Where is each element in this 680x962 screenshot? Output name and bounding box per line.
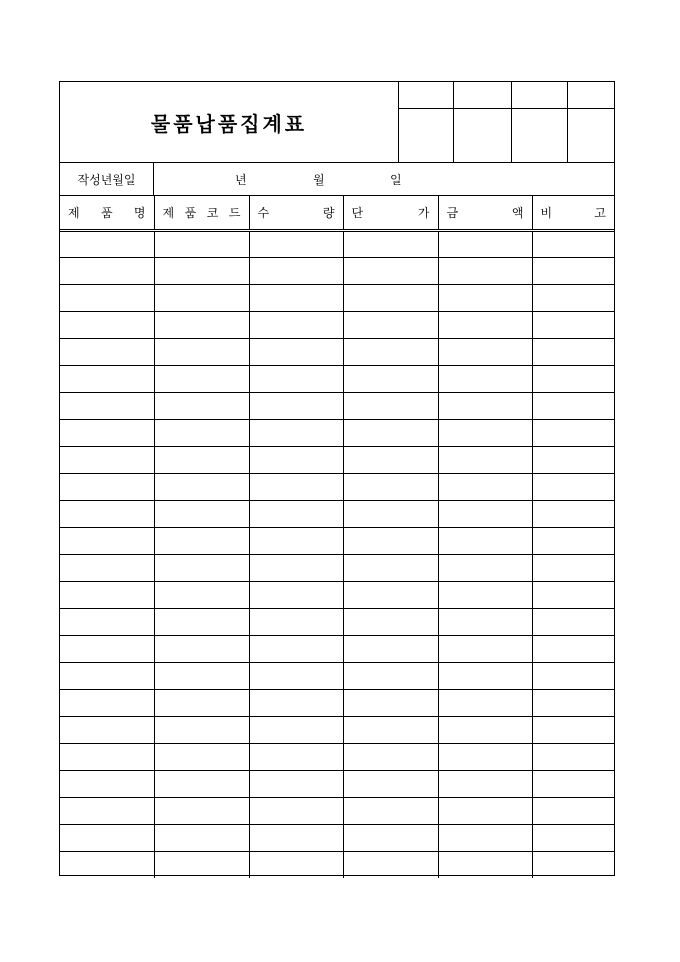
- table-cell[interactable]: [343, 419, 438, 446]
- table-cell[interactable]: [60, 527, 154, 554]
- table-cell[interactable]: [154, 851, 249, 878]
- table-cell[interactable]: [154, 716, 249, 743]
- column-header-char: 명: [133, 205, 146, 220]
- table-cell[interactable]: [154, 689, 249, 716]
- approval-column: [399, 82, 454, 162]
- table-cell[interactable]: [532, 770, 614, 797]
- title-area: [60, 82, 398, 162]
- approval-sign-area[interactable]: [454, 109, 512, 162]
- table-cell[interactable]: [343, 473, 438, 500]
- table-cell[interactable]: [438, 338, 532, 365]
- table-cell[interactable]: [249, 338, 343, 365]
- table-cell[interactable]: [249, 608, 343, 635]
- table-cell[interactable]: [438, 554, 532, 581]
- table-cell[interactable]: [154, 257, 249, 284]
- table-cell[interactable]: [343, 500, 438, 527]
- table-cell[interactable]: [60, 554, 154, 581]
- table-cell[interactable]: [60, 311, 154, 338]
- table-cell[interactable]: [249, 824, 343, 851]
- table-cell[interactable]: [343, 230, 438, 257]
- day-label: 일: [390, 172, 402, 187]
- table-cell[interactable]: [532, 662, 614, 689]
- table-cell[interactable]: [438, 635, 532, 662]
- item-table: [60, 196, 614, 878]
- table-cell[interactable]: [343, 662, 438, 689]
- table-cell[interactable]: [532, 338, 614, 365]
- table-cell[interactable]: [438, 365, 532, 392]
- table-cell[interactable]: [249, 797, 343, 824]
- table-row: [60, 851, 614, 878]
- table-cell[interactable]: [249, 257, 343, 284]
- table-cell[interactable]: [343, 743, 438, 770]
- table-row: [60, 797, 614, 824]
- approval-label: [568, 82, 614, 109]
- table-cell[interactable]: [532, 527, 614, 554]
- table-cell[interactable]: [60, 770, 154, 797]
- table-cell[interactable]: [438, 662, 532, 689]
- table-cell[interactable]: [249, 527, 343, 554]
- column-header-char: 제: [68, 205, 80, 220]
- table-row: [60, 689, 614, 716]
- table-cell[interactable]: [438, 446, 532, 473]
- table-cell[interactable]: [343, 851, 438, 878]
- table-cell[interactable]: [438, 797, 532, 824]
- table-cell[interactable]: [438, 311, 532, 338]
- column-header-char: 코: [206, 205, 219, 220]
- table-cell[interactable]: [60, 392, 154, 419]
- table-cell[interactable]: [249, 446, 343, 473]
- column-header: [438, 196, 532, 230]
- table-cell[interactable]: [249, 716, 343, 743]
- table-cell[interactable]: [60, 500, 154, 527]
- column-header-label: [344, 204, 438, 221]
- table-cell[interactable]: [154, 311, 249, 338]
- table-cell[interactable]: [249, 311, 343, 338]
- table-cell[interactable]: [249, 392, 343, 419]
- month-label: 월: [313, 172, 325, 187]
- table-cell[interactable]: [154, 608, 249, 635]
- delivery-summary-form: [59, 81, 615, 876]
- table-cell[interactable]: [532, 689, 614, 716]
- table-cell[interactable]: [438, 392, 532, 419]
- column-header: [343, 196, 438, 230]
- table-cell[interactable]: [249, 473, 343, 500]
- table-cell[interactable]: [154, 338, 249, 365]
- column-header-label: [250, 204, 343, 221]
- table-cell[interactable]: [60, 635, 154, 662]
- table-cell[interactable]: [154, 230, 249, 257]
- table-cell[interactable]: [532, 365, 614, 392]
- table-row: [60, 554, 614, 581]
- table-cell[interactable]: [154, 635, 249, 662]
- table-cell[interactable]: [249, 419, 343, 446]
- table-cell[interactable]: [343, 284, 438, 311]
- table-cell[interactable]: [154, 365, 249, 392]
- table-cell[interactable]: [343, 527, 438, 554]
- table-cell[interactable]: [532, 851, 614, 878]
- table-cell[interactable]: [438, 824, 532, 851]
- table-cell[interactable]: [532, 311, 614, 338]
- table-cell[interactable]: [438, 716, 532, 743]
- approval-label: [454, 82, 512, 109]
- table-cell[interactable]: [60, 797, 154, 824]
- table-cell[interactable]: [154, 527, 249, 554]
- table-row: [60, 230, 614, 257]
- table-row: [60, 527, 614, 554]
- column-header-char: 액: [511, 205, 524, 220]
- table-cell[interactable]: [60, 365, 154, 392]
- table-cell[interactable]: [532, 257, 614, 284]
- table-cell[interactable]: [154, 554, 249, 581]
- table-cell[interactable]: [154, 392, 249, 419]
- column-header-char: 단: [351, 205, 364, 220]
- column-header-char: 금: [446, 205, 459, 220]
- approval-label: [512, 82, 567, 109]
- table-cell[interactable]: [532, 554, 614, 581]
- table-cell[interactable]: [343, 797, 438, 824]
- table-row: [60, 581, 614, 608]
- table-cell[interactable]: [343, 311, 438, 338]
- column-header-char: 비: [540, 205, 553, 220]
- table-cell[interactable]: [438, 257, 532, 284]
- table-cell[interactable]: [154, 473, 249, 500]
- table-cell[interactable]: [60, 716, 154, 743]
- table-row: [60, 662, 614, 689]
- column-header-char: 품: [184, 205, 197, 220]
- table-cell[interactable]: [60, 581, 154, 608]
- table-cell[interactable]: [532, 392, 614, 419]
- table-row: [60, 446, 614, 473]
- table-row: [60, 338, 614, 365]
- table-cell[interactable]: [249, 743, 343, 770]
- table-cell[interactable]: [343, 689, 438, 716]
- table-cell[interactable]: [532, 824, 614, 851]
- approval-column: [512, 82, 568, 162]
- table-cell[interactable]: [249, 230, 343, 257]
- table-cell[interactable]: [532, 284, 614, 311]
- table-cell[interactable]: [60, 662, 154, 689]
- table-cell[interactable]: [438, 500, 532, 527]
- table-row: [60, 284, 614, 311]
- date-row: [60, 162, 614, 196]
- form-title: 물품납품집계표: [150, 111, 308, 136]
- table-cell[interactable]: [343, 392, 438, 419]
- table-cell[interactable]: [343, 716, 438, 743]
- column-header: [532, 196, 614, 230]
- table-row: [60, 824, 614, 851]
- table-row: [60, 716, 614, 743]
- table-cell[interactable]: [60, 824, 154, 851]
- table-cell[interactable]: [438, 770, 532, 797]
- item-table-wrapper: [60, 196, 614, 878]
- table-body: [60, 230, 614, 878]
- table-cell[interactable]: [532, 635, 614, 662]
- table-cell[interactable]: [532, 473, 614, 500]
- table-cell[interactable]: [343, 554, 438, 581]
- column-header-char: 고: [594, 205, 606, 220]
- table-cell[interactable]: [154, 797, 249, 824]
- table-cell[interactable]: [154, 419, 249, 446]
- table-cell[interactable]: [532, 716, 614, 743]
- table-row: [60, 419, 614, 446]
- table-cell[interactable]: [532, 230, 614, 257]
- table-row: [60, 392, 614, 419]
- table-cell[interactable]: [438, 473, 532, 500]
- approval-label: [399, 82, 453, 109]
- table-cell[interactable]: [343, 635, 438, 662]
- column-header-char: 드: [228, 205, 241, 220]
- approval-column: [454, 82, 513, 162]
- table-cell[interactable]: [249, 500, 343, 527]
- column-header-char: 제: [162, 205, 175, 220]
- column-header: [249, 196, 343, 230]
- table-row: [60, 608, 614, 635]
- column-header: [154, 196, 249, 230]
- approval-sign-area[interactable]: [399, 109, 453, 162]
- table-cell[interactable]: [154, 824, 249, 851]
- year-label: 년: [235, 172, 247, 187]
- column-header-label: [439, 204, 532, 221]
- table-row: [60, 500, 614, 527]
- table-cell[interactable]: [438, 230, 532, 257]
- table-cell[interactable]: [343, 338, 438, 365]
- table-row: [60, 770, 614, 797]
- table-cell[interactable]: [438, 851, 532, 878]
- table-cell[interactable]: [249, 851, 343, 878]
- table-cell[interactable]: [60, 608, 154, 635]
- table-row: [60, 365, 614, 392]
- table-cell[interactable]: [438, 527, 532, 554]
- table-cell[interactable]: [249, 365, 343, 392]
- table-cell[interactable]: [154, 743, 249, 770]
- table-cell[interactable]: [532, 419, 614, 446]
- date-label: 작성년월일: [60, 163, 154, 195]
- table-cell[interactable]: [154, 446, 249, 473]
- table-cell[interactable]: [60, 230, 154, 257]
- table-cell[interactable]: [60, 284, 154, 311]
- table-header-row: [60, 196, 614, 230]
- table-cell[interactable]: [249, 635, 343, 662]
- table-cell[interactable]: [154, 581, 249, 608]
- column-header-label: [533, 204, 615, 221]
- table-cell[interactable]: [438, 743, 532, 770]
- column-header-char: 수: [257, 205, 270, 220]
- table-cell[interactable]: [343, 770, 438, 797]
- table-cell[interactable]: [154, 770, 249, 797]
- table-row: [60, 743, 614, 770]
- table-row: [60, 635, 614, 662]
- table-cell[interactable]: [60, 851, 154, 878]
- approval-sign-area[interactable]: [512, 109, 567, 162]
- table-row: [60, 311, 614, 338]
- table-cell[interactable]: [438, 608, 532, 635]
- column-header-char: 량: [322, 205, 335, 220]
- table-cell[interactable]: [438, 689, 532, 716]
- table-row: [60, 257, 614, 284]
- table-cell[interactable]: [438, 419, 532, 446]
- table-cell[interactable]: [249, 284, 343, 311]
- table-cell[interactable]: [249, 554, 343, 581]
- table-cell[interactable]: [532, 581, 614, 608]
- approval-box: [398, 82, 614, 162]
- column-header: [60, 196, 154, 230]
- approval-sign-area[interactable]: [568, 109, 614, 162]
- table-cell[interactable]: [532, 743, 614, 770]
- table-row: [60, 473, 614, 500]
- table-cell[interactable]: [343, 257, 438, 284]
- table-cell[interactable]: [154, 500, 249, 527]
- table-cell[interactable]: [60, 743, 154, 770]
- table-cell[interactable]: [60, 419, 154, 446]
- table-cell[interactable]: [343, 824, 438, 851]
- table-cell[interactable]: [532, 797, 614, 824]
- table-cell[interactable]: [249, 689, 343, 716]
- table-cell[interactable]: [154, 284, 249, 311]
- table-cell[interactable]: [60, 473, 154, 500]
- table-cell[interactable]: [343, 446, 438, 473]
- column-header-char: 품: [100, 205, 113, 220]
- column-header-label: [155, 204, 249, 221]
- table-cell[interactable]: [249, 581, 343, 608]
- table-cell[interactable]: [60, 446, 154, 473]
- table-cell[interactable]: [60, 689, 154, 716]
- table-cell[interactable]: [154, 662, 249, 689]
- table-cell[interactable]: [532, 500, 614, 527]
- approval-column: [568, 82, 614, 162]
- table-cell[interactable]: [343, 581, 438, 608]
- table-cell[interactable]: [438, 284, 532, 311]
- column-header-label: [60, 204, 154, 221]
- table-cell[interactable]: [60, 338, 154, 365]
- column-header-char: 가: [417, 205, 430, 220]
- table-cell[interactable]: [343, 365, 438, 392]
- table-cell[interactable]: [249, 662, 343, 689]
- table-cell[interactable]: [60, 257, 154, 284]
- table-cell[interactable]: [249, 770, 343, 797]
- table-cell[interactable]: [532, 446, 614, 473]
- table-cell[interactable]: [438, 581, 532, 608]
- table-cell[interactable]: [532, 608, 614, 635]
- table-cell[interactable]: [343, 608, 438, 635]
